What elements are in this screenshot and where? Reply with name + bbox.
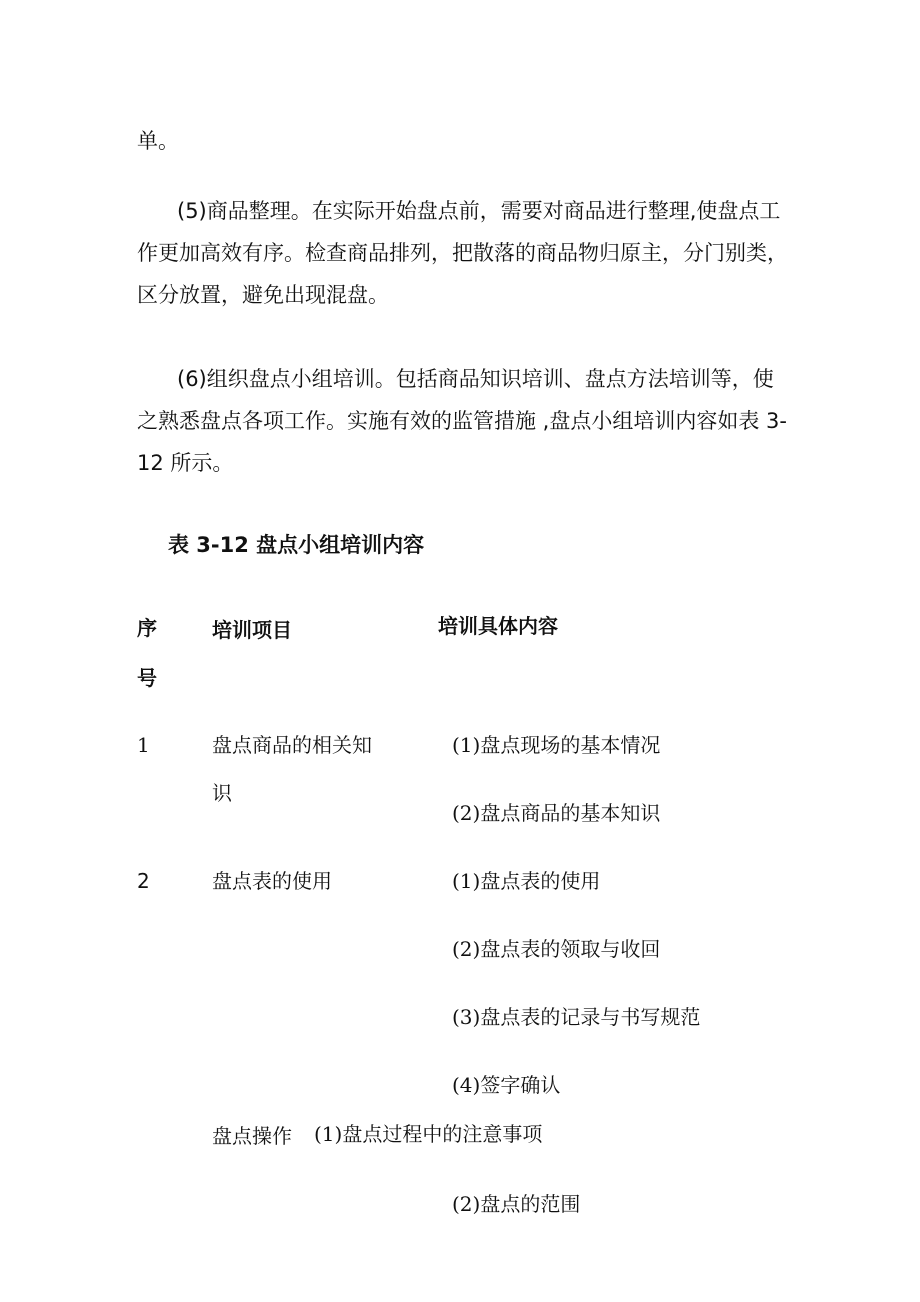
row-content: (2)盘点商品的基本知识	[452, 801, 661, 825]
row-content: (2)盘点表的领取与收回	[452, 937, 661, 961]
paragraph-line: 作更加高效有序。检查商品排列，把散落的商品物归原主，分门别类，	[137, 241, 788, 265]
row-item: 盘点表的使用	[212, 869, 332, 893]
header-item: 培训项目	[212, 618, 292, 642]
row-content: (1)盘点表的使用	[452, 869, 601, 893]
row-item-line2: 识	[212, 781, 232, 805]
row-item: 盘点操作	[212, 1124, 292, 1148]
paragraph-line: (5)商品整理。在实际开始盘点前，需要对商品进行整理,使盘点工	[177, 199, 781, 223]
paragraph-product-arrangement	[137, 190, 809, 316]
row-seq: 1	[137, 733, 150, 757]
header-seq: 序	[137, 616, 157, 640]
row-content: (2)盘点的范围	[452, 1192, 581, 1216]
paragraph-line: 区分放置，避免出现混盘。	[137, 283, 389, 307]
paragraph-line: 12 所示。	[137, 451, 234, 475]
row-item: 盘点商品的相关知	[212, 733, 372, 757]
header-seq-line2: 号	[137, 666, 157, 690]
row-content: (1)盘点现场的基本情况	[452, 733, 661, 757]
paragraph-line: (6)组织盘点小组培训。包括商品知识培训、盘点方法培训等，使	[177, 367, 774, 391]
row-content: (3)盘点表的记录与书写规范	[452, 1005, 701, 1029]
paragraph-team-training	[137, 358, 809, 484]
paragraph-line: 之熟悉盘点各项工作。实施有效的监管措施 ,盘点小组培训内容如表 3-	[137, 409, 787, 433]
table-title: 表 3-12 盘点小组培训内容	[168, 533, 425, 557]
header-content: 培训具体内容	[438, 614, 558, 638]
paragraph-continuation	[137, 120, 809, 162]
row-seq: 2	[137, 869, 150, 893]
paragraph-line: 单。	[137, 129, 179, 153]
row-content: (1)盘点过程中的注意事项	[314, 1122, 543, 1146]
row-content: (4)签字确认	[452, 1073, 561, 1097]
